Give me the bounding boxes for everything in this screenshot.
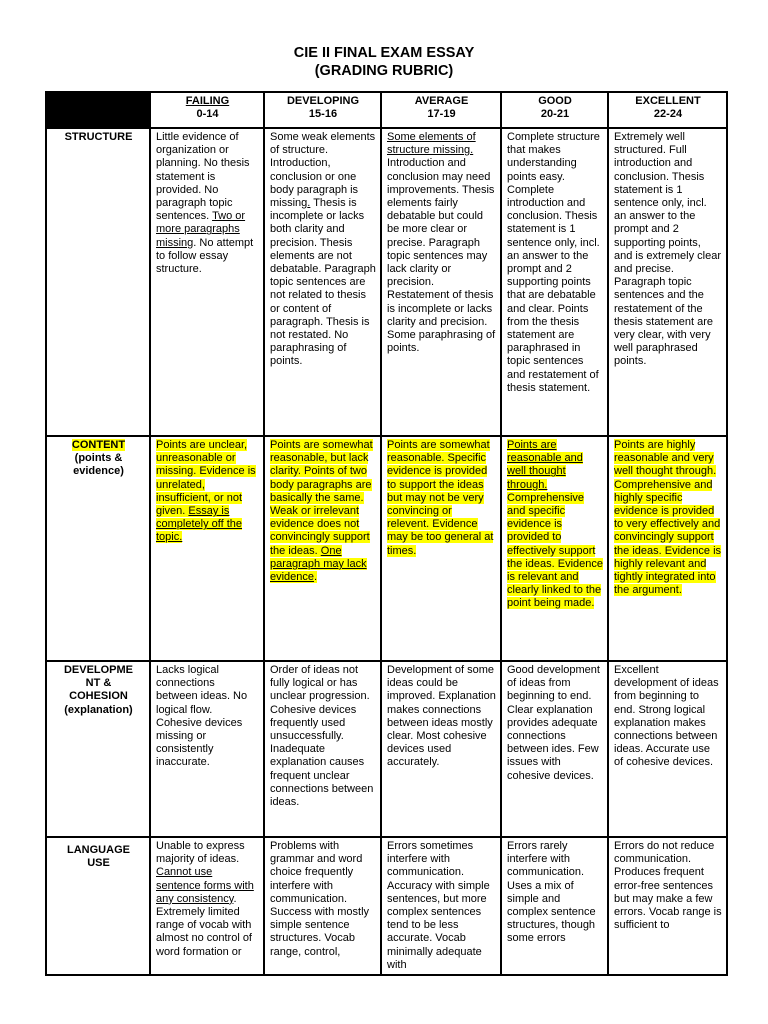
row-language-use: [46, 837, 727, 975]
header-row: [46, 92, 727, 128]
grading-rubric-table: [45, 91, 728, 976]
rubric-subtitle: (GRADING RUBRIC): [314, 63, 454, 79]
structure-average-cell: [381, 128, 501, 436]
development-label-line1: DEVELOPME: [63, 664, 134, 676]
content-label-line2: (points &: [74, 452, 123, 465]
language-failing-text-3: . Extremely limited range of vocab with almost no control of word formation or: [156, 892, 252, 958]
development-failing-cell: Lacks logical connections between ideas. No logical flow. Cohesive devices missing or consistently inaccurate.: [150, 661, 264, 837]
language-label-line1: LANGUAGE: [67, 844, 130, 856]
language-failing-text-2: Cannot use sentence forms with any consistency: [156, 866, 254, 905]
header-failing: [150, 92, 264, 128]
content-label-line3: evidence): [73, 465, 124, 478]
header-average: [381, 92, 501, 128]
content-average-cell: [381, 436, 501, 661]
structure-failing-text-3: . No attempt to follow essay structure.: [156, 236, 254, 276]
content-developing-text-1: Points are somewhat reasonable, but lack clarity. Points of two body paragraphs are basically the same. Weak or irrelevant evidence does not convincingly support the ideas.: [270, 439, 373, 557]
header-excellent-name: EXCELLENT: [635, 95, 701, 107]
header-developing-range: 15-16: [308, 108, 338, 121]
header-failing-range: 0-14: [196, 108, 219, 121]
structure-excellent-cell: Extremely well structured. Full introduction and conclusion. Thesis statement is 1 sentence only, incl. an answer to the prompt and 2 supporting points, and is extremely clear and precise. Paragraph topic sentences and the restatement of the thesis statement are very clear, with very well paraphrased points.: [608, 128, 727, 436]
header-excellent-range: 22-24: [653, 108, 683, 121]
header-failing-name: FAILING: [185, 95, 230, 107]
development-average-cell: Development of some ideas could be improved. Explanation makes connections between ideas mostly clear. Most cohesive devices used accurately.: [381, 661, 501, 837]
header-good: [501, 92, 608, 128]
row-content: [46, 436, 727, 661]
row-development-cohesion: [46, 661, 727, 837]
language-developing-cell: [264, 837, 381, 975]
structure-failing-cell: [150, 128, 264, 436]
structure-failing-text-1: Little evidence of organization or planning. No thesis statement is provided. No paragraph topic sentences.: [156, 131, 250, 223]
header-average-range: 17-19: [427, 108, 456, 121]
content-excellent-text: Points are highly reasonable and very well thought through. Comprehensive and highly specific evidence is provided to very effectively and convincingly support the ideas. Evidence is highly relevant and tightly integrated into the argument.: [614, 439, 722, 597]
header-developing: [264, 92, 381, 128]
content-label-line1: CONTENT: [71, 439, 126, 451]
language-average-cell: [381, 837, 501, 975]
language-failing-text-1: Unable to express majority of ideas.: [156, 840, 245, 866]
development-label-line4: (explanation): [64, 703, 133, 716]
content-good-text-1: Points are reasonable and well thought through.: [507, 439, 583, 491]
structure-failing-text-2: Two or more paragraphs missing: [156, 210, 246, 249]
content-good-text-2: Comprehensive and specific evidence is provided to effectively support the ideas. Evidence is relevant and clearly linked to the point being made.: [507, 491, 604, 610]
header-developing-name: DEVELOPING: [286, 95, 360, 107]
content-failing-text-2: Essay is completely off the topic.: [156, 505, 243, 544]
structure-average-text-1: Some elements of structure missing.: [387, 131, 476, 157]
row-structure: [46, 128, 727, 436]
content-good-cell: [501, 436, 608, 661]
language-excellent-cell: [608, 837, 727, 975]
language-excellent-text: Errors do not reduce communication. Produces frequent error-free sentences but may make a few errors. Vocab range is sufficient to: [614, 840, 722, 932]
content-developing-text-2: One paragraph may lack evidence: [270, 544, 367, 584]
content-failing-text-1: Points are unclear, unreasonable or missing. Evidence is unrelated, insufficient, or not given.: [156, 439, 256, 518]
content-average-text: Points are somewhat reasonable. Specific evidence is provided to support the ideas but may not be very convincing or relevent. Evidence may be too general at times.: [387, 439, 494, 557]
header-average-name: AVERAGE: [414, 95, 469, 107]
header-excellent: [608, 92, 727, 128]
header-good-name: GOOD: [538, 95, 572, 107]
row-label-content: [46, 436, 150, 661]
header-good-range: 20-21: [540, 108, 570, 121]
language-developing-text: Problems with grammar and word choice frequently interfere with communication. Success with mostly simple sentence structures. Vocab range, control,: [270, 840, 370, 958]
structure-developing-text-2: .: [307, 197, 311, 210]
structure-average-text-2: Introduction and conclusion may need improvements. Thesis elements fairly debatable but could be more clear or precise. Paragraph topic sentences may lack clarity or precision. Restatement of thesis is incomplete or lacks clarity and precision. Some paraphrasing of points.: [387, 157, 496, 355]
content-developing-text-3: .: [314, 571, 318, 584]
content-excellent-cell: [608, 436, 727, 661]
header-corner: [46, 92, 150, 128]
row-label-development: [46, 661, 150, 837]
development-label-line3: COHESION: [69, 690, 128, 703]
structure-developing-text-1: Some weak elements of structure. Introduction, conclusion or one body paragraph is missing: [270, 131, 376, 210]
development-excellent-cell: Excellent development of ideas from beginning to end. Strong logical explanation makes connections between ideas. Accurate use of cohesive devices.: [608, 661, 727, 837]
development-developing-cell: Order of ideas not fully logical or has unclear progression. Cohesive devices frequently used unsuccessfully. Inadequate explanation causes frequent unclear connections between ideas.: [264, 661, 381, 837]
development-label-line2: NT &: [85, 677, 112, 690]
structure-developing-cell: [264, 128, 381, 436]
structure-good-cell: Complete structure that makes understanding points easy. Complete introduction and conclusion. Thesis statement is 1 sentence only, incl. an answer to the prompt and 2 supporting points that are debatable and clear. Points from the thesis statement are paraphrased in topic sentences and restatement of thesis statement.: [501, 128, 608, 436]
row-label-language: [46, 837, 150, 975]
language-label-line2: USE: [87, 857, 110, 870]
content-failing-cell: [150, 436, 264, 661]
language-good-text: Errors rarely interfere with communication. Uses a mix of simple and complex sentence structures, though some errors: [507, 840, 596, 945]
rubric-title: CIE II FINAL EXAM ESSAY: [293, 45, 475, 61]
row-label-structure: STRUCTURE: [46, 128, 150, 436]
language-good-cell: [501, 837, 608, 975]
content-developing-cell: [264, 436, 381, 661]
language-average-text: Errors sometimes interfere with communication. Accuracy with simple sentences, but more complex sentences tend to be less accurate. Vocab minimally adequate with: [387, 840, 490, 971]
structure-developing-text-3: Thesis is incomplete or lacks both clarity and precision. Thesis elements are not debatable. Paragraph topic sentences are not related to thesis or content of paragraph. Thesis is not restated. No paraphrasing of points.: [270, 197, 376, 368]
development-good-cell: Good development of ideas from beginning to end. Clear explanation provides adequate connections between ides. Few issues with cohesive devices.: [501, 661, 608, 837]
language-failing-cell: [150, 837, 264, 975]
